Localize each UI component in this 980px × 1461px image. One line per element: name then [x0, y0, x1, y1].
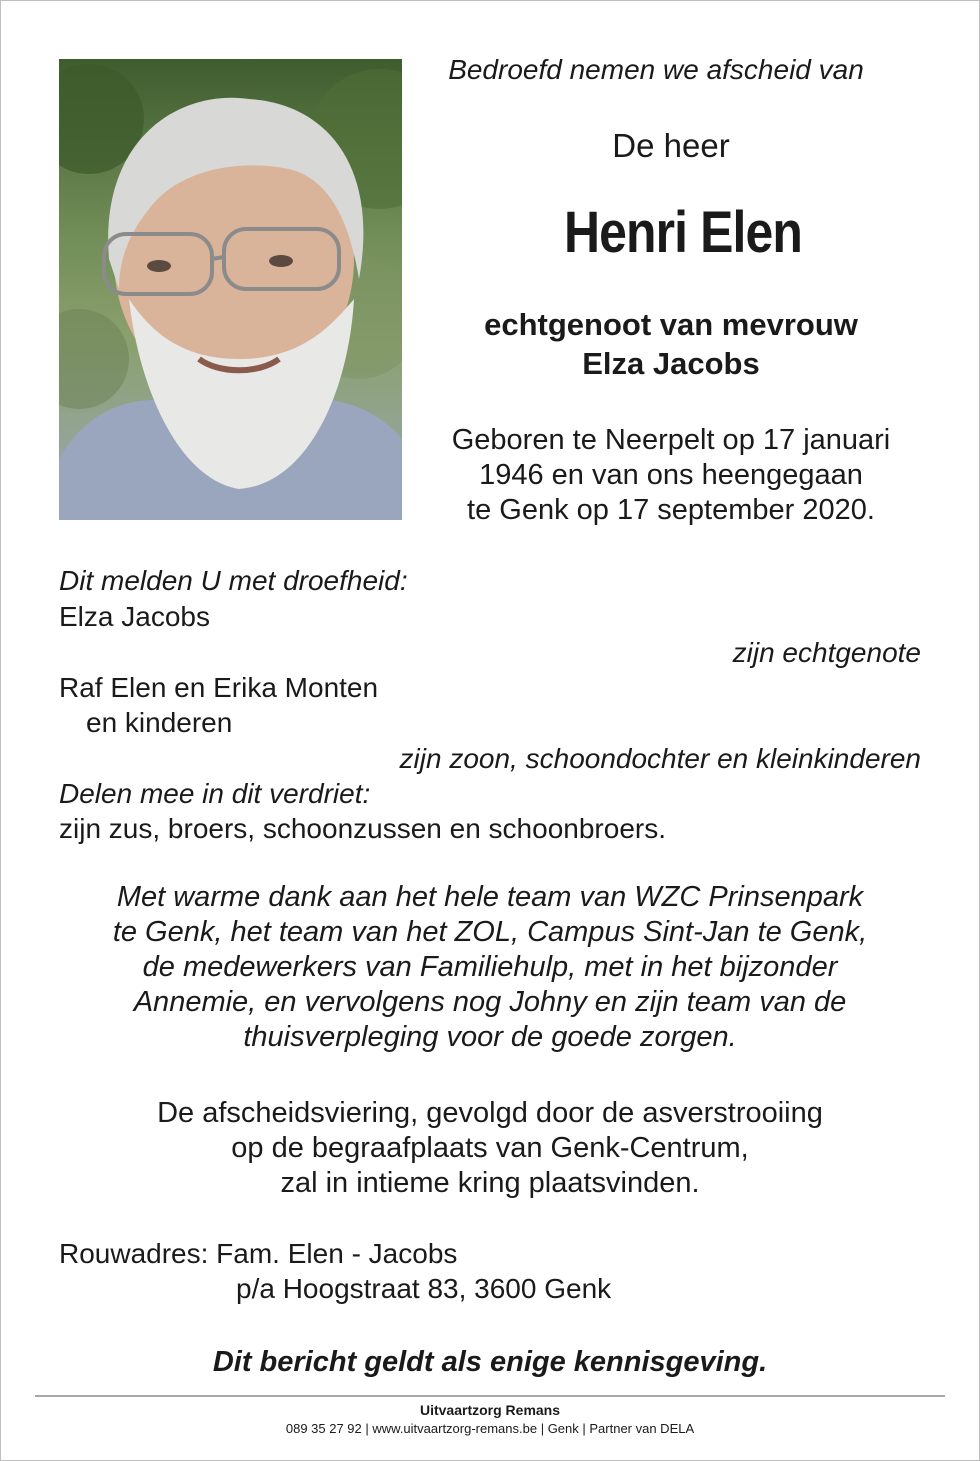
deceased-name: Henri Elen	[563, 200, 803, 265]
family-heading: Dit melden U met droefheid:	[59, 565, 408, 596]
spouse-name: Elza Jacobs	[582, 346, 760, 381]
family-member-1: Elza Jacobs	[59, 601, 210, 632]
share-text: zijn zus, broers, schoonzussen en schoonbroers.	[59, 813, 666, 844]
mourning-address-label: Rouwadres: Fam. Elen - Jacobs	[59, 1238, 458, 1269]
family-member-2-relation: zijn zoon, schoondochter en kleinkinderen	[399, 743, 921, 774]
dates-line-2: 1946 en van ons heengegaan	[479, 459, 863, 491]
family-member-1-relation: zijn echtgenote	[732, 637, 921, 668]
thanks-line-5: thuisverpleging voor de goede zorgen.	[243, 1021, 737, 1053]
thanks-line-2: te Genk, het team van het ZOL, Campus Sint-Jan te Genk,	[112, 916, 868, 948]
dates-line-3: te Genk op 17 september 2020.	[467, 494, 875, 526]
life-dates	[420, 423, 922, 528]
thanks-line-3: de medewerkers van Familiehulp, met in het bijzonder	[142, 951, 838, 983]
spouse-line-1: echtgenoot van mevrouw	[484, 307, 858, 342]
thanks-line-1: Met warme dank aan het hele team van WZC Prinsenpark	[116, 881, 864, 913]
footer-company: Uitvaartzorg Remans	[419, 1402, 561, 1418]
ceremony-text	[59, 1096, 921, 1201]
ceremony-line-2: op de begraafplaats van Genk-Centrum,	[231, 1132, 749, 1164]
family-member-2: Raf Elen en Erika Monten	[59, 672, 379, 703]
honorific: De heer	[612, 127, 730, 164]
dates-line-1: Geboren te Neerpelt op 17 januari	[451, 424, 891, 456]
spouse-info	[420, 305, 922, 383]
footer-contact: 089 35 27 92 | www.uitvaartzorg-remans.be | Genk | Partner van DELA	[285, 1421, 695, 1436]
thanks-text	[59, 880, 921, 1055]
family-member-2-children: en kinderen	[86, 707, 233, 738]
portrait-photo	[59, 59, 402, 520]
intro-text: Bedroefd nemen we afscheid van	[448, 54, 864, 85]
ceremony-line-3: zal in intieme kring plaatsvinden.	[280, 1167, 700, 1199]
ceremony-line-1: De afscheidsviering, gevolgd door de asverstrooiing	[157, 1097, 823, 1129]
thanks-line-4: Annemie, en vervolgens nog Johny en zijn team van de	[133, 986, 847, 1018]
footer-divider	[35, 1395, 945, 1397]
notice-text: Dit bericht geldt als enige kennisgeving.	[212, 1346, 768, 1378]
share-heading: Delen mee in dit verdriet:	[59, 778, 371, 809]
mourning-address: p/a Hoogstraat 83, 3600 Genk	[236, 1273, 612, 1304]
